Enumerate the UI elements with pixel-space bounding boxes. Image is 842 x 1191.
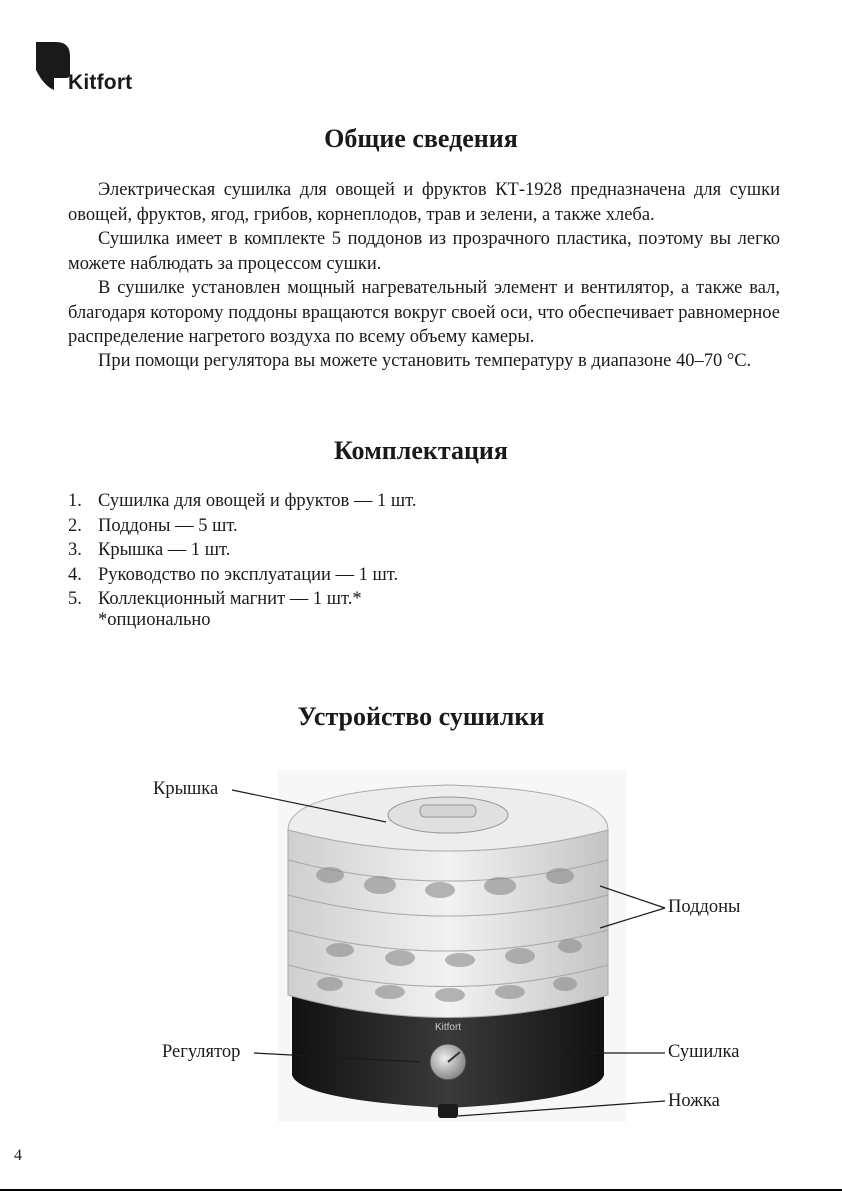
dryer-foot	[438, 1104, 458, 1118]
label-foot: Ножка	[668, 1091, 720, 1111]
kit-item-dryer: 1. Сушилка для овощей и фруктов — 1 шт.	[68, 491, 417, 511]
kit-item-manual: 4. Руководство по эксплуатации — 1 шт.	[68, 564, 399, 585]
kit-list	[68, 489, 416, 612]
label-trays: Поддоны	[668, 897, 741, 917]
kit-item-trays: 2. Поддоны — 5 шт.	[68, 515, 238, 536]
dryer-brand-label: Kitfort	[434, 1022, 462, 1033]
general-section-title: Общие сведения	[324, 124, 518, 153]
kit-optional-note: *опционально	[98, 610, 211, 630]
general-paragraph-3: В сушилке установлен мощный нагревательный элемент и вентилятор, а также вал, благодаря которому поддоны вращаются вокруг своей оси, что обеспечивает равномерное распределение нагретого воздуха по всему объему камеры.	[68, 278, 780, 347]
kit-item-lid: 3. Крышка — 1 шт.	[68, 540, 231, 560]
device-section-title: Устройство сушилки	[297, 702, 545, 731]
kit-item-magnet: 5. Коллекционный магнит — 1 шт.*	[68, 589, 362, 609]
label-regulator: Регулятор	[162, 1042, 241, 1062]
label-lid: Крышка	[153, 779, 219, 799]
general-paragraph-2: Сушилка имеет в комплекте 5 поддонов из прозрачного пластика, поэтому вы легко можете наблюдать за процессом сушки.	[68, 229, 780, 274]
dryer-illustration	[0, 760, 842, 1130]
brand-name: Kitfort	[68, 71, 133, 94]
general-paragraph-4: При помощи регулятора вы можете установить температуру в диапазоне 40–70 °C.	[98, 351, 752, 371]
general-paragraph-1: Электрическая сушилка для овощей и фруктов КТ-1928 предназначена для сушки овощей, фруктов, ягод, грибов, корнеплодов, трав и зелени, а также хлеба.	[68, 180, 780, 225]
label-body: Сушилка	[668, 1042, 740, 1062]
kit-section-title: Комплектация	[334, 436, 508, 465]
page-number: 4	[14, 1147, 22, 1164]
dryer-trays	[288, 830, 608, 1018]
